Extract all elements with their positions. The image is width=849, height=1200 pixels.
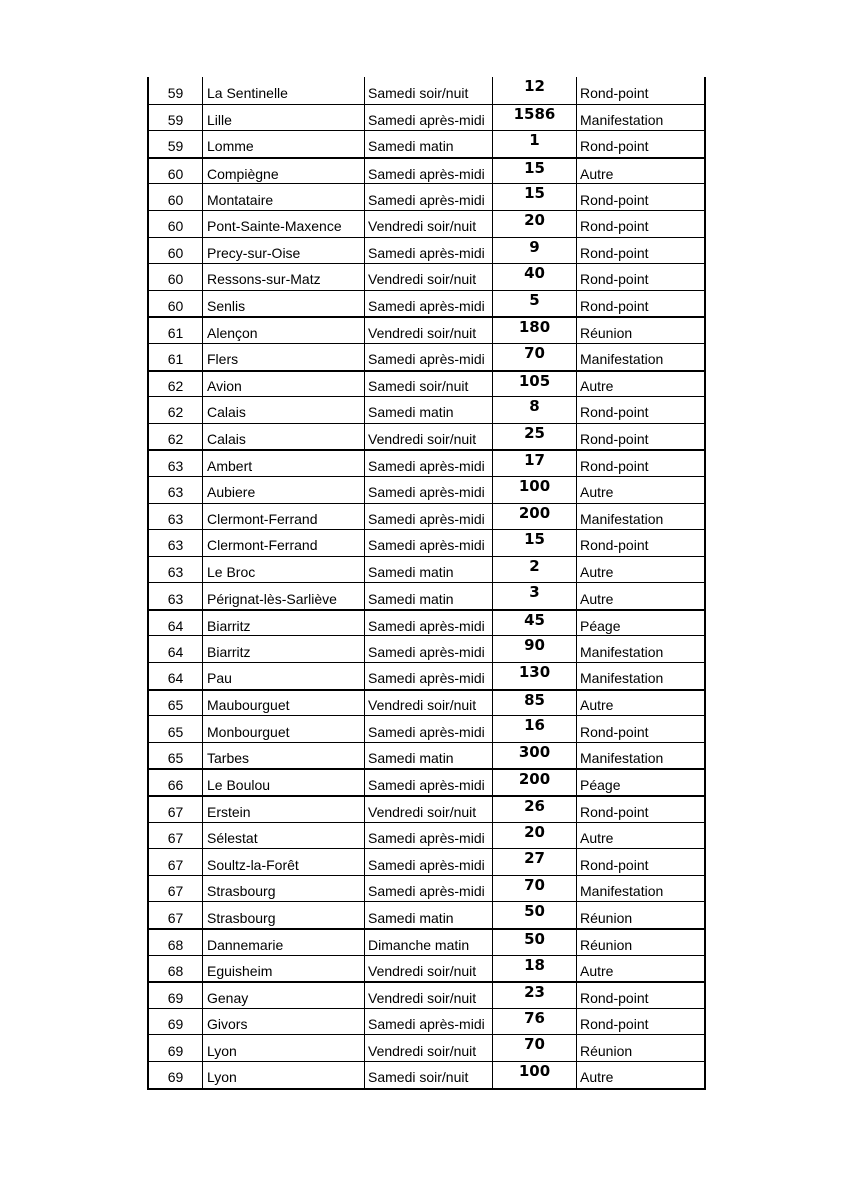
- cell-count: 300: [492, 743, 576, 769]
- cell-day: Vendredi soir/nuit: [364, 956, 492, 982]
- cell-dept: 61: [167, 351, 184, 368]
- cell-type: Autre: [576, 823, 704, 849]
- table-row: [149, 396, 704, 423]
- table-row: [149, 768, 704, 795]
- table-row: [149, 263, 704, 290]
- cell-city: Calais: [202, 397, 364, 423]
- cell-type: Rond-point: [576, 1009, 704, 1035]
- cell-count: 9: [492, 238, 576, 264]
- table-row: [149, 183, 704, 210]
- cell-type: Réunion: [576, 902, 704, 928]
- cell-dept: 69: [167, 1042, 184, 1059]
- cell-count: 40: [492, 264, 576, 290]
- cell-type: Rond-point: [576, 397, 704, 423]
- cell-dept: 69: [167, 1069, 184, 1086]
- cell-city: Strasbourg: [202, 902, 364, 928]
- cell-count: 70: [492, 1035, 576, 1061]
- cell-count: 200: [492, 504, 576, 530]
- cell-type: Rond-point: [576, 131, 704, 157]
- cell-day: Vendredi soir/nuit: [364, 797, 492, 822]
- cell-count: 50: [492, 902, 576, 928]
- cell-type: Réunion: [576, 930, 704, 955]
- cell-dept: 63: [167, 510, 184, 527]
- cell-count: 20: [492, 211, 576, 237]
- cell-day: Samedi après-midi: [364, 477, 492, 503]
- cell-day: Samedi soir/nuit: [364, 372, 492, 397]
- cell-city: Lille: [202, 105, 364, 131]
- cell-day: Samedi après-midi: [364, 611, 492, 636]
- table-row: [149, 316, 704, 343]
- table-row: [149, 237, 704, 264]
- cell-day: Vendredi soir/nuit: [364, 264, 492, 290]
- cell-day: Samedi après-midi: [364, 105, 492, 131]
- cell-city: Givors: [202, 1009, 364, 1035]
- cell-count: 70: [492, 344, 576, 370]
- cell-type: Manifestation: [576, 344, 704, 370]
- cell-city: Monbourguet: [202, 716, 364, 742]
- cell-day: Samedi après-midi: [364, 636, 492, 662]
- cell-count: 100: [492, 1062, 576, 1088]
- cell-count: 2: [492, 557, 576, 583]
- cell-city: Strasbourg: [202, 876, 364, 902]
- cell-count: 90: [492, 636, 576, 662]
- cell-day: Samedi soir/nuit: [364, 1062, 492, 1088]
- cell-day: Vendredi soir/nuit: [364, 211, 492, 237]
- cell-count: 12: [492, 77, 576, 104]
- cell-day: Samedi matin: [364, 902, 492, 928]
- table-row: [149, 582, 704, 609]
- cell-type: Péage: [576, 770, 704, 795]
- cell-type: Réunion: [576, 318, 704, 343]
- cell-city: Sélestat: [202, 823, 364, 849]
- cell-dept: 67: [167, 803, 184, 820]
- cell-count: 45: [492, 611, 576, 636]
- cell-dept: 63: [167, 563, 184, 580]
- cell-day: Samedi matin: [364, 131, 492, 157]
- cell-count: 1586: [492, 105, 576, 131]
- cell-city: Lyon: [202, 1062, 364, 1088]
- table-row: [149, 955, 704, 982]
- table-row: [149, 1034, 704, 1061]
- table-row: [149, 875, 704, 902]
- cell-count: 18: [492, 956, 576, 982]
- cell-dept: 64: [167, 643, 184, 660]
- cell-day: Samedi matin: [364, 583, 492, 609]
- table-row: [149, 928, 704, 955]
- cell-city: Alençon: [202, 318, 364, 343]
- cell-count: 17: [492, 451, 576, 476]
- table-row: [149, 449, 704, 476]
- cell-count: 50: [492, 930, 576, 955]
- cell-city: Clermont-Ferrand: [202, 530, 364, 556]
- cell-type: Rond-point: [576, 264, 704, 290]
- cell-dept: 64: [167, 670, 184, 687]
- cell-count: 70: [492, 876, 576, 902]
- cell-type: Rond-point: [576, 77, 704, 104]
- table-row: [149, 423, 704, 450]
- cell-type: Manifestation: [576, 636, 704, 662]
- cell-count: 200: [492, 770, 576, 795]
- cell-type: Manifestation: [576, 663, 704, 689]
- cell-count: 130: [492, 663, 576, 689]
- cell-type: Autre: [576, 477, 704, 503]
- cell-type: Autre: [576, 583, 704, 609]
- table-row: [149, 1061, 704, 1088]
- table-row: [149, 981, 704, 1008]
- cell-dept: 67: [167, 883, 184, 900]
- cell-city: Compiègne: [202, 159, 364, 184]
- cell-city: Le Boulou: [202, 770, 364, 795]
- cell-city: Montataire: [202, 184, 364, 210]
- cell-type: Réunion: [576, 1035, 704, 1061]
- cell-city: Maubourguet: [202, 691, 364, 716]
- cell-city: Lomme: [202, 131, 364, 157]
- cell-city: Lyon: [202, 1035, 364, 1061]
- cell-dept: 63: [167, 458, 184, 475]
- cell-type: Manifestation: [576, 105, 704, 131]
- cell-day: Samedi matin: [364, 397, 492, 423]
- cell-dept: 65: [167, 750, 184, 767]
- cell-type: Rond-point: [576, 184, 704, 210]
- cell-type: Rond-point: [576, 716, 704, 742]
- cell-city: Ressons-sur-Matz: [202, 264, 364, 290]
- cell-type: Rond-point: [576, 424, 704, 450]
- cell-dept: 65: [167, 723, 184, 740]
- cell-count: 105: [492, 372, 576, 397]
- cell-dept: 60: [167, 244, 184, 261]
- cell-day: Dimanche matin: [364, 930, 492, 955]
- table-row: [149, 157, 704, 184]
- cell-city: Genay: [202, 983, 364, 1008]
- cell-day: Samedi matin: [364, 743, 492, 769]
- cell-city: Eguisheim: [202, 956, 364, 982]
- cell-type: Rond-point: [576, 211, 704, 237]
- cell-dept: 60: [167, 191, 184, 208]
- cell-day: Vendredi soir/nuit: [364, 691, 492, 716]
- cell-dept: 67: [167, 909, 184, 926]
- cell-type: Manifestation: [576, 504, 704, 530]
- cell-type: Autre: [576, 557, 704, 583]
- cell-city: Pont-Sainte-Maxence: [202, 211, 364, 237]
- cell-dept: 60: [167, 165, 184, 182]
- cell-city: Erstein: [202, 797, 364, 822]
- cell-count: 5: [492, 291, 576, 317]
- cell-day: Samedi après-midi: [364, 184, 492, 210]
- cell-dept: 66: [167, 777, 184, 794]
- cell-type: Rond-point: [576, 291, 704, 317]
- table-row: [149, 556, 704, 583]
- cell-day: Vendredi soir/nuit: [364, 424, 492, 450]
- table-row: [149, 210, 704, 237]
- cell-city: Precy-sur-Oise: [202, 238, 364, 264]
- cell-type: Rond-point: [576, 238, 704, 264]
- table-row: [149, 715, 704, 742]
- cell-type: Rond-point: [576, 530, 704, 556]
- cell-count: 25: [492, 424, 576, 450]
- cell-day: Vendredi soir/nuit: [364, 983, 492, 1008]
- table-row: [149, 77, 704, 104]
- cell-count: 3: [492, 583, 576, 609]
- cell-day: Vendredi soir/nuit: [364, 1035, 492, 1061]
- table-row: [149, 901, 704, 928]
- cell-city: Calais: [202, 424, 364, 450]
- cell-day: Samedi après-midi: [364, 451, 492, 476]
- cell-type: Manifestation: [576, 876, 704, 902]
- cell-dept: 59: [167, 111, 184, 128]
- cell-type: Autre: [576, 159, 704, 184]
- cell-dept: 59: [167, 138, 184, 155]
- table-row: [149, 1008, 704, 1035]
- cell-dept: 62: [167, 378, 184, 395]
- cell-day: Samedi après-midi: [364, 291, 492, 317]
- table-row: [149, 795, 704, 822]
- cell-city: Le Broc: [202, 557, 364, 583]
- cell-dept: 63: [167, 590, 184, 607]
- cell-dept: 60: [167, 298, 184, 315]
- cell-dept: 64: [167, 617, 184, 634]
- cell-day: Samedi après-midi: [364, 770, 492, 795]
- cell-dept: 62: [167, 431, 184, 448]
- cell-city: Tarbes: [202, 743, 364, 769]
- cell-type: Rond-point: [576, 451, 704, 476]
- cell-day: Samedi après-midi: [364, 530, 492, 556]
- table-row: [149, 290, 704, 317]
- table-row: [149, 130, 704, 157]
- cell-day: Vendredi soir/nuit: [364, 318, 492, 343]
- cell-type: Autre: [576, 1062, 704, 1088]
- cell-type: Manifestation: [576, 743, 704, 769]
- table-row: [149, 104, 704, 131]
- cell-type: Rond-point: [576, 983, 704, 1008]
- cell-dept: 63: [167, 484, 184, 501]
- cell-count: 1: [492, 131, 576, 157]
- cell-count: 16: [492, 716, 576, 742]
- cell-type: Autre: [576, 372, 704, 397]
- cell-city: Clermont-Ferrand: [202, 504, 364, 530]
- table-row: [149, 370, 704, 397]
- table-row: [149, 848, 704, 875]
- cell-count: 15: [492, 530, 576, 556]
- cell-day: Samedi après-midi: [364, 1009, 492, 1035]
- cell-count: 76: [492, 1009, 576, 1035]
- cell-count: 85: [492, 691, 576, 716]
- cell-city: Biarritz: [202, 611, 364, 636]
- cell-day: Samedi après-midi: [364, 159, 492, 184]
- cell-city: Soultz-la-Forêt: [202, 849, 364, 875]
- cell-type: Rond-point: [576, 797, 704, 822]
- cell-day: Samedi soir/nuit: [364, 77, 492, 104]
- cell-day: Samedi après-midi: [364, 663, 492, 689]
- events-table: [147, 77, 706, 1090]
- cell-day: Samedi après-midi: [364, 823, 492, 849]
- table-row: [149, 662, 704, 689]
- table-row: [149, 742, 704, 769]
- cell-city: Ambert: [202, 451, 364, 476]
- cell-dept: 63: [167, 537, 184, 554]
- cell-city: Flers: [202, 344, 364, 370]
- cell-count: 27: [492, 849, 576, 875]
- cell-type: Péage: [576, 611, 704, 636]
- cell-city: Pérignat-lès-Sarliève: [202, 583, 364, 609]
- cell-dept: 62: [167, 404, 184, 421]
- cell-count: 15: [492, 184, 576, 210]
- cell-city: Aubiere: [202, 477, 364, 503]
- cell-dept: 60: [167, 271, 184, 288]
- cell-dept: 69: [167, 1016, 184, 1033]
- cell-day: Samedi matin: [364, 557, 492, 583]
- cell-dept: 59: [167, 84, 184, 101]
- cell-dept: 68: [167, 936, 184, 953]
- cell-dept: 68: [167, 962, 184, 979]
- table-row: [149, 635, 704, 662]
- cell-dept: 69: [167, 989, 184, 1006]
- cell-day: Samedi après-midi: [364, 716, 492, 742]
- cell-day: Samedi après-midi: [364, 504, 492, 530]
- table-row: [149, 343, 704, 370]
- cell-day: Samedi après-midi: [364, 849, 492, 875]
- cell-dept: 67: [167, 856, 184, 873]
- cell-day: Samedi après-midi: [364, 876, 492, 902]
- cell-city: La Sentinelle: [202, 77, 364, 104]
- cell-city: Pau: [202, 663, 364, 689]
- cell-day: Samedi après-midi: [364, 238, 492, 264]
- cell-dept: 60: [167, 218, 184, 235]
- cell-count: 15: [492, 159, 576, 184]
- cell-day: Samedi après-midi: [364, 344, 492, 370]
- cell-type: Rond-point: [576, 849, 704, 875]
- table-row: [149, 689, 704, 716]
- table-row: [149, 822, 704, 849]
- cell-city: Biarritz: [202, 636, 364, 662]
- table-row: [149, 503, 704, 530]
- cell-type: Autre: [576, 956, 704, 982]
- cell-city: Senlis: [202, 291, 364, 317]
- cell-city: Dannemarie: [202, 930, 364, 955]
- table-row: [149, 476, 704, 503]
- cell-count: 23: [492, 983, 576, 1008]
- table-row: [149, 609, 704, 636]
- cell-count: 180: [492, 318, 576, 343]
- cell-type: Autre: [576, 691, 704, 716]
- cell-dept: 61: [167, 325, 184, 342]
- cell-city: Avion: [202, 372, 364, 397]
- cell-count: 8: [492, 397, 576, 423]
- cell-count: 26: [492, 797, 576, 822]
- table-row: [149, 529, 704, 556]
- cell-dept: 65: [167, 697, 184, 714]
- cell-dept: 67: [167, 829, 184, 846]
- cell-count: 100: [492, 477, 576, 503]
- cell-count: 20: [492, 823, 576, 849]
